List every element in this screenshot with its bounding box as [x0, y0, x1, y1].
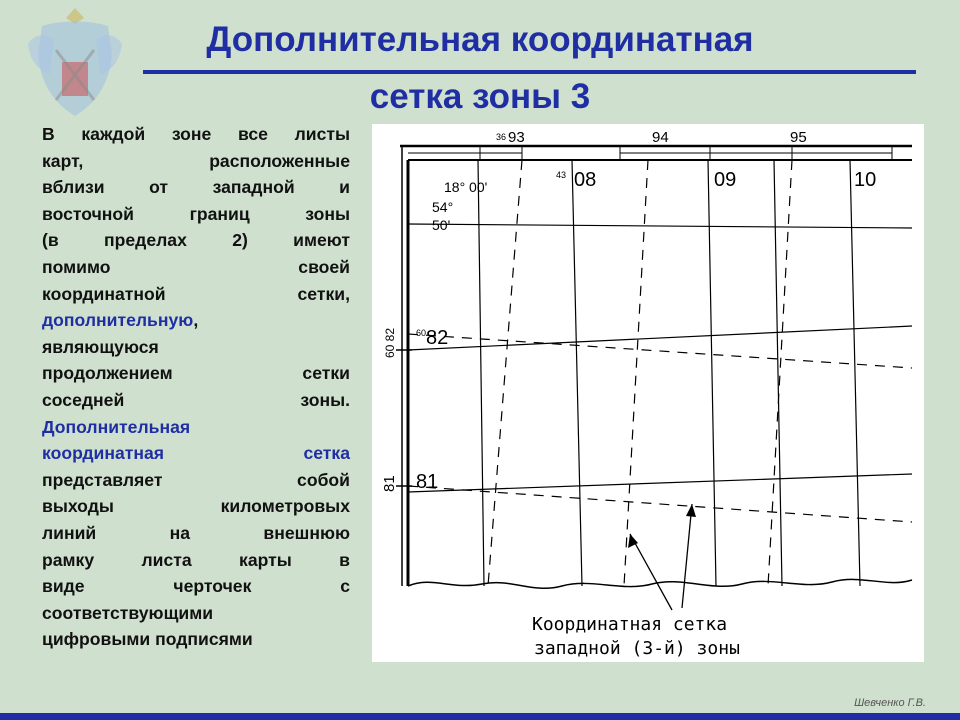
body-text-fragment: соседней зоны.	[42, 389, 350, 410]
body-line	[42, 334, 350, 361]
grid-line-v5	[774, 160, 782, 586]
title-underline	[143, 70, 916, 74]
body-text-fragment: координатной сетки,	[42, 283, 350, 304]
body-text-fragment: рамку листа карты в	[42, 549, 350, 570]
body-text-fragment: продолжением сетки	[42, 363, 350, 384]
inner-label-10: 10	[854, 169, 877, 191]
coord-lon: 18° 00'	[444, 179, 488, 195]
inner-label-small: 43	[556, 170, 567, 180]
body-line	[42, 414, 350, 441]
body-text-fragment: являющуюся	[42, 336, 159, 357]
bottom-bar	[0, 713, 960, 720]
left-outer-label-2: 81	[381, 475, 398, 492]
highlighted-term: Дополнительная	[42, 416, 191, 437]
author-credit: Шевченко Г.В.	[854, 697, 926, 709]
body-line	[42, 148, 350, 175]
body-text-fragment: цифровыми подписями	[42, 629, 253, 650]
body-text-fragment: восточной границ зоны	[42, 203, 350, 224]
body-line	[42, 360, 350, 387]
slide-title-line1: Дополнительная координатная	[206, 20, 754, 59]
coord-lat-min: 50'	[432, 217, 451, 233]
body-line	[42, 254, 350, 281]
grid-line-v3	[708, 160, 716, 586]
left-inner-81: 81	[416, 471, 439, 493]
body-text-fragment: вблизи от западной и	[42, 177, 350, 198]
caption-line1: Координатная сетка	[532, 614, 728, 635]
highlighted-term: дополнительную	[42, 310, 194, 331]
body-line	[42, 547, 350, 574]
top-label-94: 94	[652, 129, 669, 146]
body-text-fragment: соответствующими	[42, 602, 214, 623]
coord-lat-deg: 54°	[432, 199, 454, 215]
top-label-95: 95	[790, 129, 807, 146]
extra-grid-v2	[624, 160, 648, 586]
body-text-fragment: помимо своей	[42, 256, 350, 277]
body-line	[42, 573, 350, 600]
left-outer-label-1: 60 82	[383, 327, 397, 358]
grid-line-v2	[572, 160, 582, 586]
grid-line-h3	[408, 474, 912, 492]
highlighted-term: координатная сетка	[42, 443, 350, 464]
extra-grid-h1	[408, 334, 912, 368]
body-paragraph	[42, 121, 350, 653]
top-label-small: 36	[496, 132, 507, 142]
body-line	[42, 626, 350, 653]
emblem-logo	[20, 4, 130, 122]
body-text-fragment: карт, расположенные	[42, 150, 350, 171]
slide-title-line2: сетка зоны 3	[369, 77, 591, 116]
body-line	[42, 201, 350, 228]
body-line	[42, 174, 350, 201]
body-text-fragment: представляет собой	[42, 469, 350, 490]
body-text-fragment: (в пределах 2) имеют	[42, 230, 350, 251]
body-line	[42, 227, 350, 254]
body-text-fragment: В каждой зоне все листы	[42, 124, 350, 144]
grid-line-h2	[408, 326, 912, 350]
left-inner-82: 82	[426, 327, 449, 349]
caption-line2: западной (3-й) зоны	[534, 638, 740, 659]
grid-line-v4	[850, 160, 860, 586]
map-grid-figure	[372, 124, 924, 662]
body-line	[42, 281, 350, 308]
body-line	[42, 440, 350, 467]
top-label-93: 93	[508, 129, 525, 146]
body-line	[42, 520, 350, 547]
body-text-fragment: ,	[193, 310, 199, 331]
pointer-arrow-2	[682, 504, 692, 608]
left-inner-small: 60	[416, 328, 427, 338]
body-line	[42, 387, 350, 414]
body-line	[42, 121, 350, 148]
body-line	[42, 467, 350, 494]
body-line	[42, 600, 350, 627]
grid-line-v1	[478, 160, 484, 586]
pointer-arrow-1	[630, 534, 672, 610]
extra-grid-v1	[488, 160, 522, 586]
body-text-fragment: линий на внешнюю	[42, 522, 350, 543]
body-line	[42, 493, 350, 520]
body-text-fragment: выходы километровых	[42, 496, 350, 517]
body-text-fragment: виде черточек с	[42, 576, 350, 597]
body-line	[42, 307, 350, 334]
extra-grid-v3	[768, 160, 792, 586]
inner-label-09: 09	[714, 169, 737, 191]
grid-line-h1	[408, 224, 912, 228]
inner-label-08: 08	[574, 169, 597, 191]
